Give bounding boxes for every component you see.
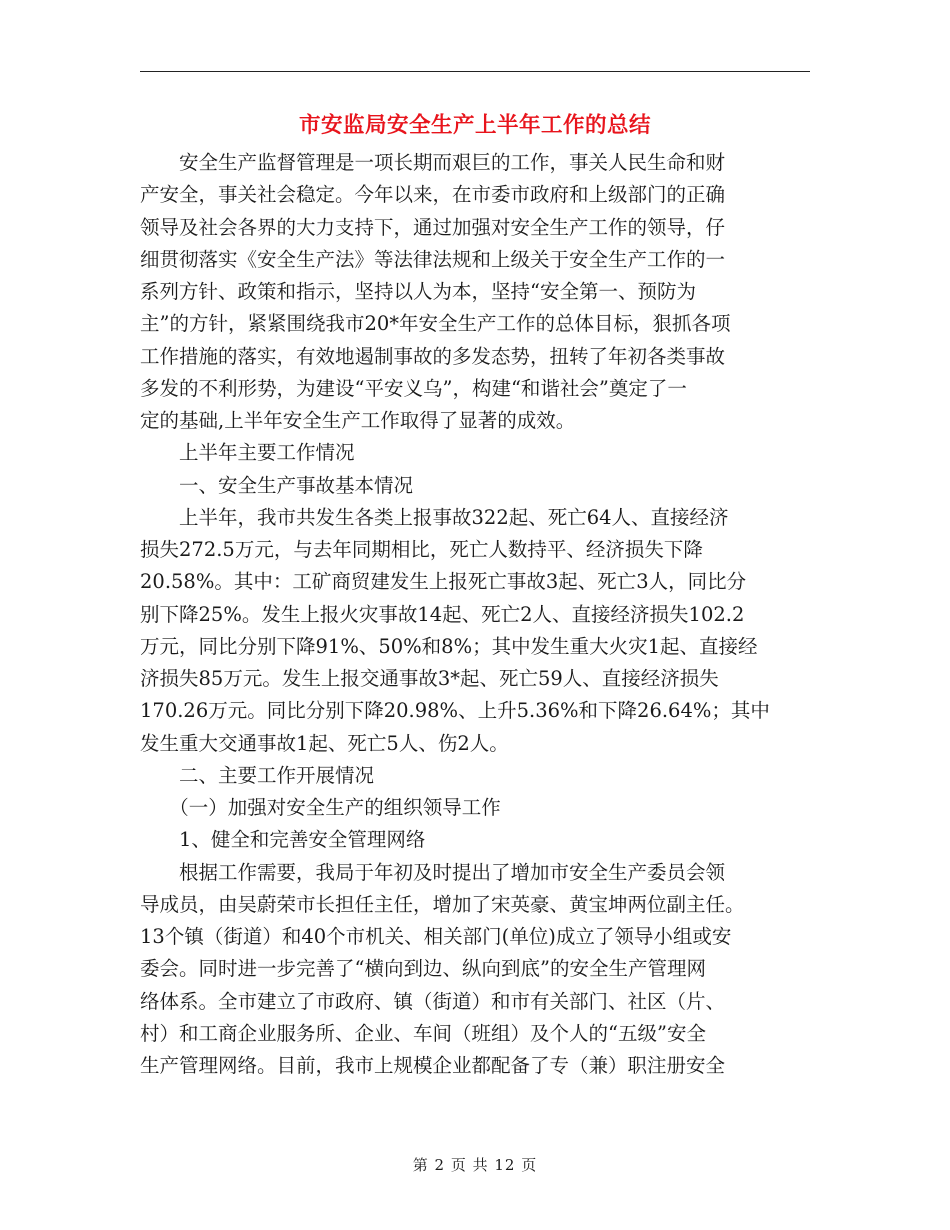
section-heading: 上半年主要工作情况 [140, 441, 355, 465]
body-line: 导成员，由吴蔚荣市长担任主任，增加了宋英豪、黄宝坤两位副主任。 [140, 892, 745, 916]
body-line: 170.26万元。同比分别下降20.98%、上升5.36%和下降26.64%；其中 [140, 699, 770, 723]
body-line: 根据工作需要，我局于年初及时提出了增加市安全生产委员会领 [140, 860, 726, 884]
body-line: 20.58%。其中：工矿商贸建发生上报死亡事故3起、死亡3人，同比分 [140, 570, 747, 594]
body-line: 安全生产监督管理是一项长期而艰巨的工作，事关人民生命和财 [140, 151, 726, 174]
body-line: 领导及社会各界的大力支持下，通过加强对安全生产工作的领导，仔 [140, 215, 726, 239]
body-line: 络体系。全市建立了市政府、镇（街道）和市有关部门、社区（片、 [140, 989, 726, 1013]
body-line: 多发的不利形势，为建设“平安义乌”，构建“和谐社会”奠定了一 [140, 376, 687, 400]
section-heading: （一）加强对安全生产的组织领导工作 [140, 796, 501, 819]
document-title: 市安监局安全生产上半年工作的总结 [298, 113, 651, 138]
section-heading: 1、健全和完善安全管理网络 [140, 828, 426, 852]
body-line: 系列方针、政策和指示，坚持以人为本，坚持“安全第一、预防为 [140, 280, 696, 303]
body-line: 别下降25%。发生上报火灾事故14起、死亡2人、直接经济损失102.2 [140, 602, 745, 626]
body-line: 万元，同比分别下降91%、50%和8%；其中发生重大火灾1起、直接经 [140, 634, 758, 658]
body-line: 委会。同时进一步完善了“横向到边、纵向到底”的安全生产管理网 [140, 957, 706, 981]
header-rule [140, 71, 810, 72]
body-line: 细贯彻落实《安全生产法》等法律法规和上级关于安全生产工作的一 [140, 247, 726, 271]
body-line: 村）和工商企业服务所、企业、车间（班组）及个人的“五级”安全 [140, 1021, 706, 1045]
body-line: 工作措施的落实，有效地遏制事故的多发态势，扭转了年初各类事故 [140, 344, 726, 368]
body-line: 主”的方针，紧紧围绕我市20*年安全生产工作的总体目标，狠抓各项 [140, 312, 731, 336]
body-line: 定的基础,上半年安全生产工作取得了显著的成效。 [140, 409, 576, 432]
body-line: 生产管理网络。目前，我市上规模企业都配备了专（兼）职注册安全 [140, 1054, 726, 1077]
body-line: 13个镇（街道）和40个市机关、相关部门(单位)成立了领导小组或安 [140, 925, 732, 948]
page-footer: 第 2 页 共 12 页 [412, 1156, 538, 1174]
body-line: 产安全，事关社会稳定。今年以来，在市委市政府和上级部门的正确 [140, 183, 726, 207]
section-heading: 二、主要工作开展情况 [140, 763, 375, 787]
section-heading: 一、安全生产事故基本情况 [140, 473, 414, 497]
body-line: 济损失85万元。发生上报交通事故3*起、死亡59人、直接经济损失 [140, 667, 719, 690]
body-line: 损失272.5万元，与去年同期相比，死亡人数持平、经济损失下降 [140, 538, 703, 561]
body-line: 发生重大交通事故1起、死亡5人、伤2人。 [140, 731, 509, 755]
body-line: 上半年，我市共发生各类上报事故322起、死亡64人、直接经济 [140, 505, 729, 529]
